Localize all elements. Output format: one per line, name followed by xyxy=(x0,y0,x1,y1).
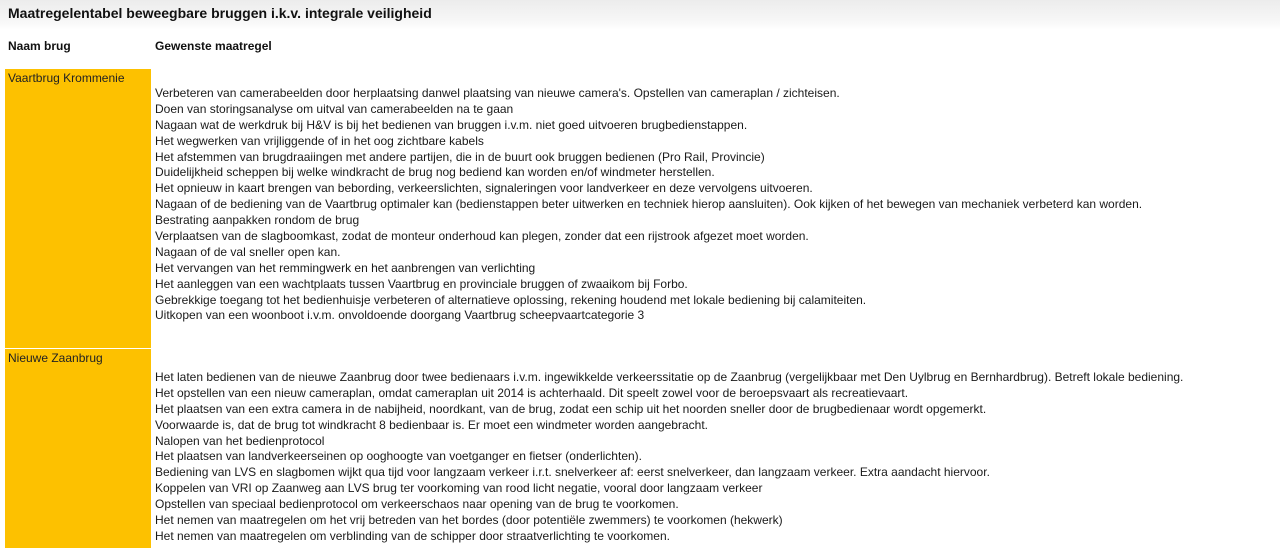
column-header-bridge-name: Naam brug xyxy=(8,39,71,53)
measure-item: Het laten bedienen van de nieuwe Zaanbrug door twee bedienaars i.v.m. ingewikkelde verkeerssitatie op de Zaanbrug (vergelijkbaar met Den Uylbrug en Bernhardbrug). Betreft lokale bediening. xyxy=(155,370,1184,384)
measure-item: Nalopen van het bedienprotocol xyxy=(155,433,325,448)
measure-item: Nagaan of de bediening van de Vaartbrug optimaler kan (bedienstappen beter uitwerken en techniek hierop aansluiten). Ook kijken of het bewegen van mechaniek verbeterd kan worden. xyxy=(155,197,1143,212)
measure-item: Voorwaarde is, dat de brug tot windkracht 8 bedienbaar is. Er moet een windmeter worden aangebracht. xyxy=(155,417,708,432)
measure-item: Het opstellen van een nieuw cameraplan, omdat cameraplan uit 2014 is achterhaald. Dit speelt zowel voor de beroepsvaart als recreatievaart. xyxy=(155,385,909,400)
measure-item: Het plaatsen van een extra camera in de nabijheid, noordkant, van de brug, zodat een schip uit het noorden sneller door de brugbedienaar wordt opgemerkt. xyxy=(155,401,987,416)
measure-item: Bestrating aanpakken rondom de brug xyxy=(155,213,360,228)
measure-item: Het plaatsen van landverkeerseinen op ooghoogte van voetganger en fietser (onderlichten). xyxy=(155,449,642,464)
bridge-name: Nieuwe Zaanbrug xyxy=(8,351,103,365)
measure-item: Het opnieuw in kaart brengen van bebording, verkeerslichten, signaleringen voor landverkeer en deze vervolgens uitvoeren. xyxy=(155,181,813,196)
measure-item: Verplaatsen van de slagboomkast, zodat de monteur onderhoud kan plegen, zonder dat een rijstrook afgezet moet worden. xyxy=(155,229,809,244)
measure-item: Gebrekkige toegang tot het bedienhuisje verbeteren of alternatieve oplossing, rekening houdend met lokale bediening bij calamiteiten. xyxy=(155,292,867,307)
measure-list-vaartbrug-krommenie xyxy=(155,86,1142,324)
measure-item: Het wegwerken van vrijliggende of in het oog zichtbare kabels xyxy=(155,133,484,148)
bridge-cell-nieuwe-zaanbrug xyxy=(5,349,151,548)
measure-item: Het aanleggen van een wachtplaats tussen Vaartbrug en provinciale bruggen of zwaaikom bij Forbo. xyxy=(155,276,688,291)
title-bar xyxy=(0,0,1280,30)
measure-item: Bediening van LVS en slagbomen wijkt qua tijd voor langzaam verkeer i.r.t. snelverkeer af: eerst snelverkeer, dan langzaam verkeer. Extra aandacht hiervoor. xyxy=(155,465,990,480)
measure-item: Het afstemmen van brugdraaiingen met andere partijen, die in de buurt ook bruggen bedienen (Pro Rail, Provincie) xyxy=(155,149,765,164)
measure-item: Koppelen van VRI op Zaanweg aan LVS brug ter voorkoming van rood licht negatie, vooral door langzaam verkeer xyxy=(155,481,763,496)
measure-item: Het nemen van maatregelen om het vrij betreden van het bordes (door potentiële zwemmers) te voorkomen (hekwerk) xyxy=(155,513,783,528)
measure-item: Duidelijkheid scheppen bij welke windkracht de brug nog bediend kan worden en/of windmeter herstellen. xyxy=(155,165,715,180)
measure-item: Het nemen van maatregelen om verblinding van de schipper door straatverlichting te voorkomen. xyxy=(155,528,670,543)
measure-item: Uitkopen van een woonboot i.v.m. onvoldoende doorgang Vaartbrug scheepvaartcategorie 3 xyxy=(155,308,645,323)
measure-item: Verbeteren van camerabeelden door herplaatsing danwel plaatsing van nieuwe camera's. Opstellen van cameraplan / zichteisen. xyxy=(155,86,840,100)
measure-item: Nagaan wat de werkdruk bij H&V is bij het bedienen van bruggen i.v.m. niet goed uitvoeren brugbedienstappen. xyxy=(155,117,748,132)
measure-item: Opstellen van speciaal bedienprotocol om verkeerschaos naar opening van de brug te voorkomen. xyxy=(155,497,679,512)
measure-item: Het vervangen van het remmingwerk en het aanbrengen van verlichting xyxy=(155,260,536,275)
measure-item: Doen van storingsanalyse om uitval van camerabeelden na te gaan xyxy=(155,101,514,116)
column-header-measure: Gewenste maatregel xyxy=(155,39,272,53)
bridge-name: Vaartbrug Krommenie xyxy=(8,71,125,85)
measure-list-nieuwe-zaanbrug xyxy=(155,370,1183,545)
measure-item: Nagaan of de val sneller open kan. xyxy=(155,244,341,259)
document-title: Maatregelentabel beweegbare bruggen i.k.v. integrale veiligheid xyxy=(8,5,432,21)
bridge-cell-vaartbrug-krommenie xyxy=(5,69,151,348)
